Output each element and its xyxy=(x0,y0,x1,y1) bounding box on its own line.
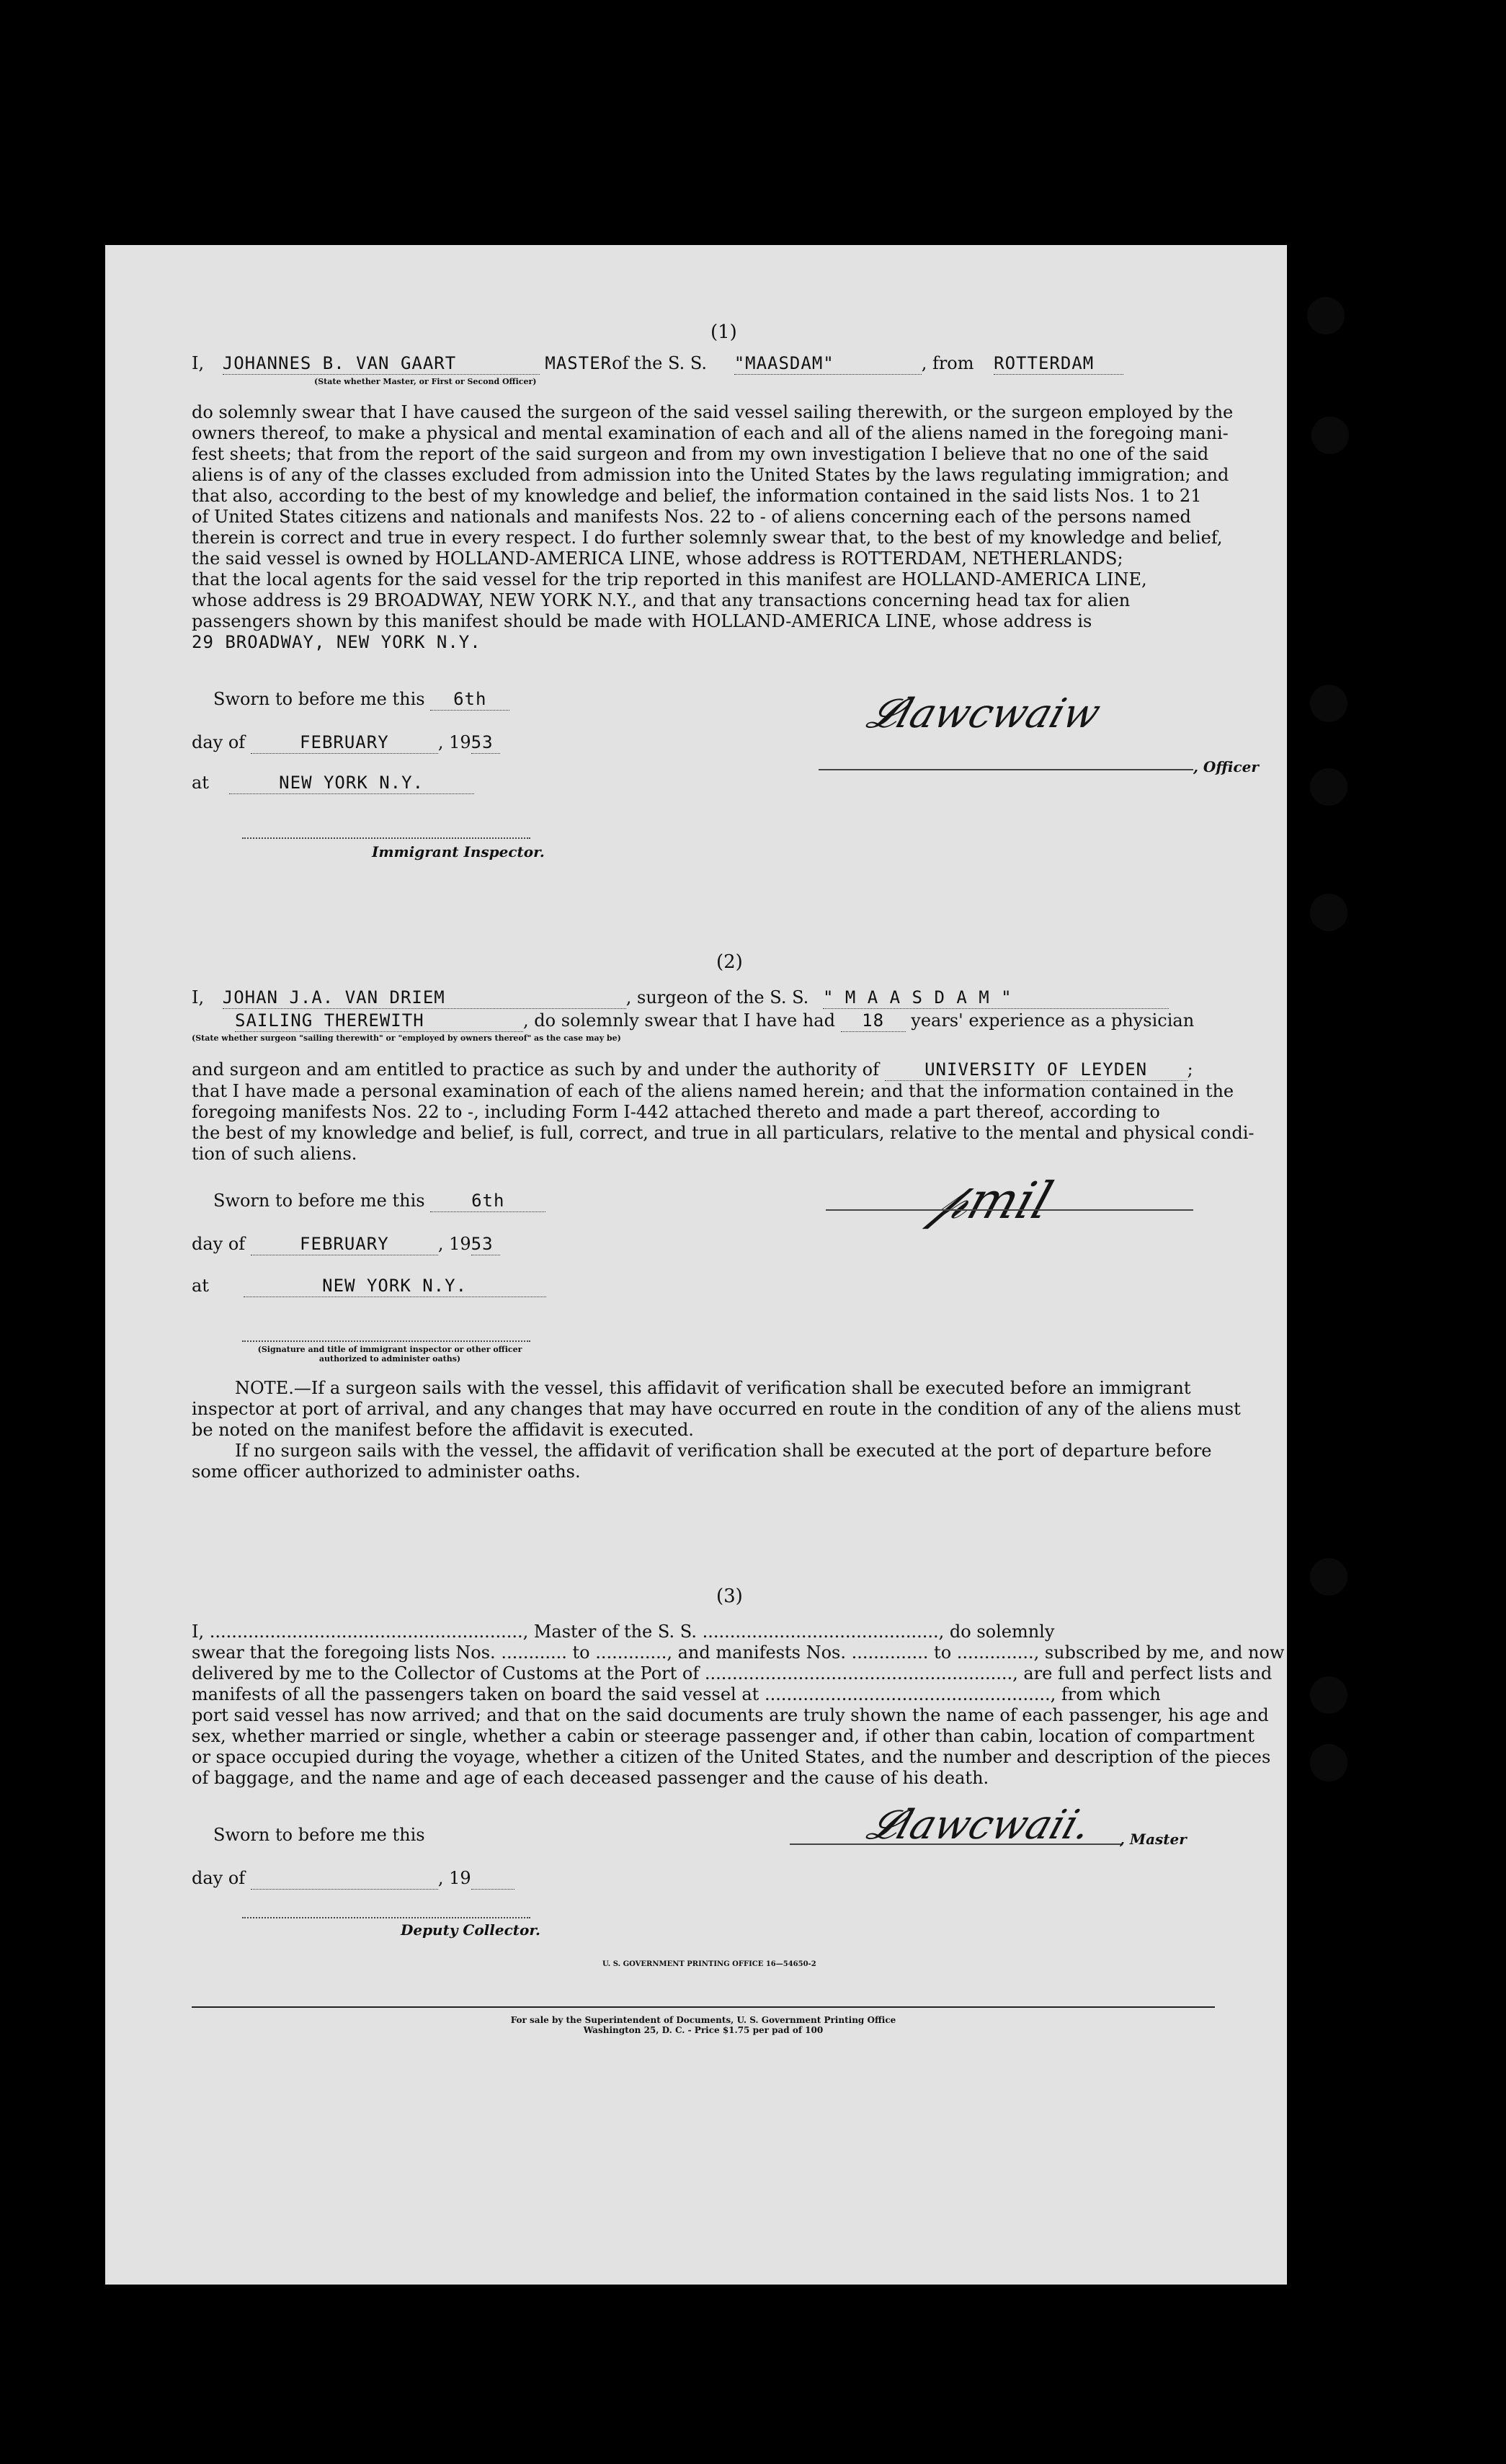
inspector-signature-line-2 xyxy=(242,1340,530,1342)
from-label: , from xyxy=(921,353,974,373)
place: NEW YORK N.Y. xyxy=(229,773,474,794)
oath-line: whose address is 29 BROADWAY, NEW YORK N.Y., and that any transactions concerning head tax for alien xyxy=(192,590,1131,610)
surgeon-oath-first-line xyxy=(192,987,1169,1009)
master-signature-2: 𝓛lawcwaii. xyxy=(861,1802,1097,1849)
oath-line: foregoing manifests Nos. 22 to -, including Form I-442 attached thereto and made a part thereof, according to xyxy=(192,1102,1160,1122)
at-label: at xyxy=(192,1276,209,1296)
sworn-line-3: Sworn to before me this xyxy=(213,1825,425,1845)
year-prefix: , 19 xyxy=(437,1234,471,1254)
note-line: some officer authorized to administer oaths. xyxy=(192,1462,581,1482)
oath-line: therein is correct and true in every respect. I do further solemnly swear that, to the best of my knowledge and belief, xyxy=(192,528,1223,548)
deputy-signature-line xyxy=(242,1917,530,1918)
note-line: NOTE.—If a surgeon sails with the vessel, this affidavit of verification shall be executed before an immigrant xyxy=(235,1378,1191,1398)
oath-line: the said vessel is owned by HOLLAND-AMERICA LINE, whose address is ROTTERDAM, NETHERLANDS; xyxy=(192,548,1123,569)
sworn-day: 6th xyxy=(430,689,509,711)
section-2-number: (2) xyxy=(716,951,743,973)
oath-line: do solemnly swear that I have caused the surgeon of the said vessel sailing therewith, or the surgeon employed by the xyxy=(192,402,1234,422)
master-oath-body xyxy=(192,402,1234,653)
year-prefix: , 19 xyxy=(437,732,471,752)
punch-hole xyxy=(1310,685,1347,722)
punch-hole xyxy=(1310,894,1347,931)
document-page xyxy=(105,245,1287,2285)
oath-line: that also, according to the best of my knowledge and belief, the information contained in the said lists Nos. 1 to 21 xyxy=(192,486,1202,506)
punch-hole xyxy=(1310,1744,1347,1782)
at-label: at xyxy=(192,773,209,793)
note-line: If no surgeon sails with the vessel, the affidavit of verification shall be executed at the port of departure before xyxy=(235,1441,1212,1461)
oath-line: aliens is of any of the classes excluded from admission into the United States by the laws regulating immigration; and xyxy=(192,465,1229,485)
pronoun-i: I, xyxy=(192,353,205,373)
oath-line: the best of my knowledge and belief, is full, correct, and true in all particulars, relative to the mental and physical condi- xyxy=(192,1123,1255,1143)
day-of-label: day of xyxy=(192,1234,246,1254)
section-1-number: (1) xyxy=(710,321,737,343)
date-line-3 xyxy=(192,1868,514,1890)
oath-line: tion of such aliens. xyxy=(192,1144,357,1164)
month: FEBRUARY xyxy=(251,1234,438,1255)
oath-line: passengers shown by this manifest should be made with HOLLAND-AMERICA LINE, whose address is xyxy=(192,611,1092,631)
authority-text: and surgeon and am entitled to practice as such by and under the authority of xyxy=(192,1059,879,1080)
oath-line: of baggage, and the name and age of each deceased passenger and the cause of his death. xyxy=(192,1768,989,1788)
year-blank xyxy=(471,1868,514,1890)
month-blank xyxy=(251,1868,438,1890)
oath-line: fest sheets; that from the report of the said surgeon and from my own investigation I believe that no one of the said xyxy=(192,444,1209,464)
pronoun-i: I, xyxy=(192,987,205,1008)
officer-label: , Officer xyxy=(1193,758,1259,775)
oath-line: I, ........................................................., Master of the S. S. ..........................................., do solemnly xyxy=(192,1622,1055,1642)
semicolon: ; xyxy=(1187,1059,1193,1080)
inspector-signature-line xyxy=(242,837,530,839)
surgeon-of-label: , surgeon of the S. S. xyxy=(625,987,809,1008)
oath-line: swear that the foregoing lists Nos. ............ to ............., and manifests Nos. .............. to .............., subscribed by me, and now xyxy=(192,1642,1285,1663)
date-line-2 xyxy=(192,1234,500,1255)
date-line-1 xyxy=(192,732,500,754)
inspector-label: Immigrant Inspector. xyxy=(372,843,545,860)
sworn-line-1 xyxy=(213,689,509,711)
footer-rule xyxy=(192,2006,1215,2008)
sworn-line-2 xyxy=(213,1191,545,1212)
sale-line: Washington 25, D. C. - Price $1.75 per pad of 100 xyxy=(583,2025,824,2035)
sworn-day: 6th xyxy=(430,1191,545,1212)
oath-line: 29 BROADWAY, NEW YORK N.Y. xyxy=(192,632,481,652)
deputy-label: Deputy Collector. xyxy=(401,1921,541,1939)
punch-hole xyxy=(1307,297,1345,334)
sworn-label: Sworn to before me this xyxy=(213,689,425,709)
punch-hole xyxy=(1310,1558,1347,1596)
place: NEW YORK N.Y. xyxy=(244,1276,546,1297)
master-name: JOHANNES B. VAN GAART xyxy=(223,353,540,375)
years-experience: 18 xyxy=(841,1010,906,1032)
master-title: MASTER xyxy=(545,353,612,373)
section-3-number: (3) xyxy=(716,1585,743,1607)
surgeon-signature: 𝓅mil xyxy=(924,1171,1060,1230)
note-block xyxy=(192,1378,1241,1482)
surgeon-status-caption: (State whether surgeon "sailing therewith" or "employed by owners thereof" as the case may be) xyxy=(192,1033,621,1043)
surgeon-oath-body xyxy=(192,1081,1255,1165)
oath-line: or space occupied during the voyage, whether a citizen of the United States, and the number and description of the pieces xyxy=(192,1747,1271,1767)
master-signature: 𝓛lawcwaiw xyxy=(861,690,1107,737)
oath-line: port said vessel has now arrived; and that on the said documents are truly shown the name of each passenger, his age and xyxy=(192,1705,1269,1725)
oath-line: manifests of all the passengers taken on board the said vessel at ...................................................., from which xyxy=(192,1684,1161,1704)
oath-line: sex, whether married or single, whether a cabin or steerage passenger and, if other than cabin, location of compartment xyxy=(192,1726,1255,1746)
master-rank-caption: (State whether Master, or First or Second Officer) xyxy=(314,377,537,386)
of-the-ss-label: of the S. S. xyxy=(612,353,708,373)
surgeon-oath-second-line xyxy=(192,1010,1194,1032)
year: 53 xyxy=(471,1234,500,1255)
sale-line: For sale by the Superintendent of Documents, U. S. Government Printing Office xyxy=(510,2015,896,2025)
place-line-1 xyxy=(192,773,474,794)
footer-sale-info xyxy=(192,2015,1215,2035)
surgeon-ship-name: " M A A S D A M " xyxy=(823,987,1169,1009)
note-line: be noted on the manifest before the affidavit is executed. xyxy=(192,1420,694,1440)
punch-hole xyxy=(1310,768,1347,806)
inspector-caption: (Signature and title of immigrant inspector or other officer authorized to administer oaths) xyxy=(257,1345,522,1364)
year-prefix: , 19 xyxy=(437,1868,471,1888)
master-oath-first-line xyxy=(192,353,1123,375)
punch-hole xyxy=(1310,1676,1347,1714)
swear-label: , do solemnly swear that I have had xyxy=(523,1010,835,1031)
bleed-through-text xyxy=(206,332,215,350)
oath-line: owners thereof, to make a physical and mental examination of each and all of the aliens named in the foregoing mani- xyxy=(192,423,1229,443)
year: 53 xyxy=(471,732,500,754)
day-of-label: day of xyxy=(192,1868,246,1888)
officer-signature-line xyxy=(819,769,1193,770)
collector-oath-body xyxy=(192,1622,1285,1789)
place-line-2 xyxy=(192,1276,546,1297)
oath-line: delivered by me to the Collector of Customs at the Port of ........................................................, are full and perfect lists and xyxy=(192,1663,1273,1684)
gpo-imprint: U. S. GOVERNMENT PRINTING OFFICE 16—54650-2 xyxy=(602,1960,816,1968)
oath-line: that the local agents for the said vessel for the trip reported in this manifest are HOLLAND-AMERICA LINE, xyxy=(192,569,1147,590)
month: FEBRUARY xyxy=(251,732,438,754)
surgeon-authority-line xyxy=(192,1059,1193,1081)
sworn-label: Sworn to before me this xyxy=(213,1191,425,1211)
surgeon-name: JOHAN J.A. VAN DRIEM xyxy=(223,987,626,1009)
note-line: inspector at port of arrival, and any changes that may have occurred en route in the condition of any of the aliens must xyxy=(192,1399,1241,1419)
day-of-label: day of xyxy=(192,732,246,752)
experience-label: years' experience as a physician xyxy=(911,1010,1195,1031)
oath-line: that I have made a personal examination of each of the aliens named herein; and that the information contained in the xyxy=(192,1081,1234,1101)
punch-hole xyxy=(1311,417,1349,454)
master-label: , Master xyxy=(1120,1831,1187,1848)
oath-line: of United States citizens and nationals and manifests Nos. 22 to - of aliens concerning each of the persons named xyxy=(192,507,1191,527)
master-signature-line xyxy=(790,1843,1121,1845)
surgeon-status: SAILING THEREWITH xyxy=(235,1010,523,1032)
ship-name: "MAASDAM" xyxy=(734,353,922,375)
surgeon-signature-line xyxy=(826,1209,1193,1211)
departure-port: ROTTERDAM xyxy=(994,353,1123,375)
authority-name: UNIVERSITY OF LEYDEN xyxy=(885,1059,1188,1081)
